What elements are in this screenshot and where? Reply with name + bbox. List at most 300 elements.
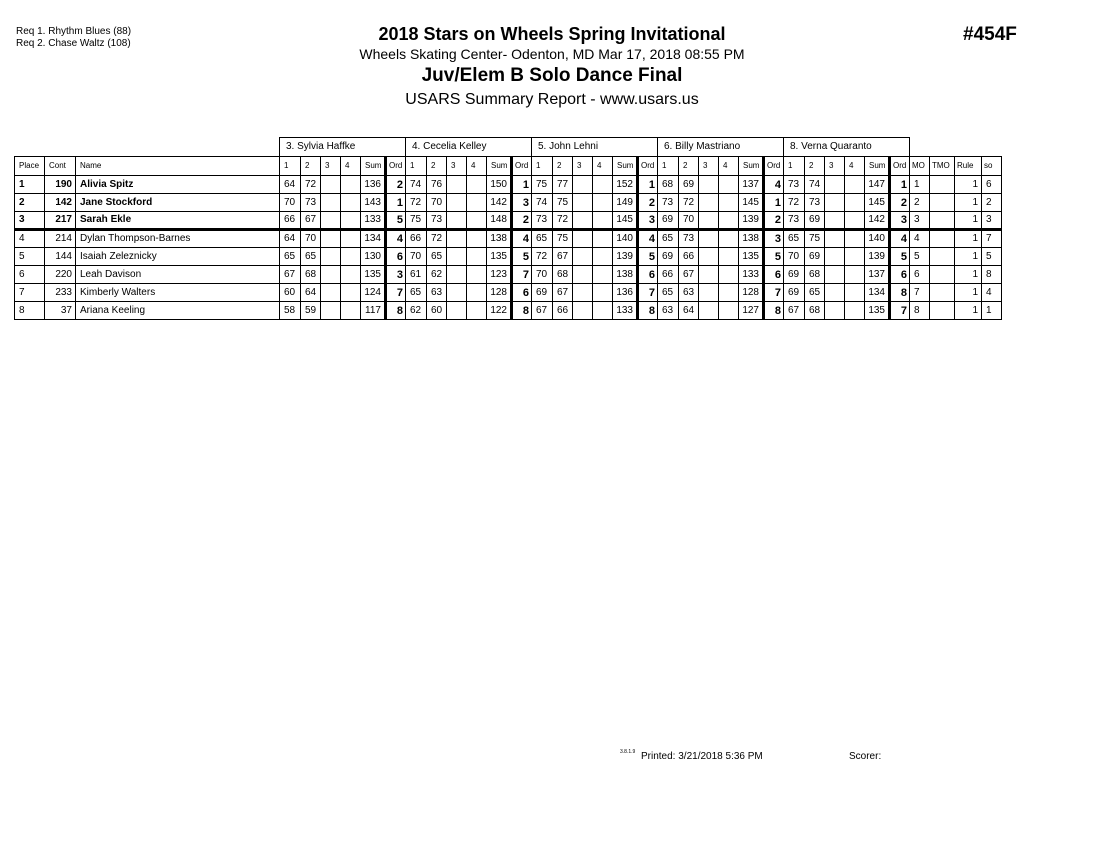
column-header-s2: 2 [301, 157, 321, 176]
score-cell-empty [447, 248, 467, 266]
score-cell: 75 [553, 194, 573, 212]
sum-cell: 142 [865, 212, 890, 230]
score-cell: 75 [805, 230, 825, 248]
score-cell: 73 [784, 176, 805, 194]
rule-cell: 1 [955, 248, 982, 266]
skater-name-cell: Jane Stockford [76, 194, 280, 212]
ordinal-cell: 8 [386, 302, 406, 320]
score-cell-empty [341, 248, 361, 266]
ordinal-cell: 4 [386, 230, 406, 248]
sum-cell: 124 [361, 284, 386, 302]
score-cell-empty [699, 266, 719, 284]
table-row [15, 302, 1002, 320]
venue-date: Wheels Skating Center- Odenton, MD Mar 17, 2018 08:55 PM [359, 46, 745, 62]
score-cell-empty [573, 302, 593, 320]
score-cell: 69 [805, 248, 825, 266]
table-row [15, 248, 1002, 266]
ordinal-cell: 4 [890, 230, 910, 248]
tmo-cell [930, 284, 955, 302]
score-cell: 68 [658, 176, 679, 194]
contestant-number-cell: 233 [45, 284, 76, 302]
score-cell-empty [825, 302, 845, 320]
score-cell: 63 [679, 284, 699, 302]
place-cell: 4 [15, 230, 45, 248]
judge-header: 8. Verna Quaranto [784, 138, 910, 157]
sum-cell: 140 [613, 230, 638, 248]
ordinal-cell: 5 [638, 248, 658, 266]
column-header-sum: Sum [739, 157, 764, 176]
mo-cell: 7 [910, 284, 930, 302]
skater-name-cell: Kimberly Walters [76, 284, 280, 302]
column-header-s2: 2 [805, 157, 825, 176]
score-cell: 65 [301, 248, 321, 266]
sum-cell: 148 [487, 212, 512, 230]
score-cell: 67 [553, 284, 573, 302]
sum-cell: 136 [361, 176, 386, 194]
scorer-label: Scorer: [849, 751, 882, 762]
ordinal-cell: 1 [512, 176, 532, 194]
sum-cell: 138 [487, 230, 512, 248]
score-cell-empty [699, 302, 719, 320]
score-cell-empty [825, 248, 845, 266]
score-cell: 69 [658, 212, 679, 230]
contestant-number-cell: 142 [45, 194, 76, 212]
score-cell-empty [719, 176, 739, 194]
score-cell: 72 [406, 194, 427, 212]
table-row [15, 266, 1002, 284]
score-cell-empty [341, 284, 361, 302]
column-header-mo: MO [910, 157, 930, 176]
score-cell-empty [719, 266, 739, 284]
score-cell-empty [573, 194, 593, 212]
score-cell: 65 [280, 248, 301, 266]
column-header-ord: Ord [638, 157, 658, 176]
skater-name-cell: Ariana Keeling [76, 302, 280, 320]
score-cell: 70 [784, 248, 805, 266]
score-cell-empty [845, 266, 865, 284]
score-cell-empty [699, 230, 719, 248]
ordinal-cell: 7 [764, 284, 784, 302]
sum-cell: 122 [487, 302, 512, 320]
score-cell-empty [321, 248, 341, 266]
sum-cell: 150 [487, 176, 512, 194]
ordinal-cell: 3 [764, 230, 784, 248]
ordinal-cell: 7 [386, 284, 406, 302]
place-cell: 5 [15, 248, 45, 266]
ordinal-cell: 2 [890, 194, 910, 212]
ordinal-cell: 4 [512, 230, 532, 248]
score-cell-empty [593, 194, 613, 212]
score-cell-empty [573, 248, 593, 266]
score-cell: 69 [658, 248, 679, 266]
score-cell: 73 [532, 212, 553, 230]
ordinal-cell: 7 [638, 284, 658, 302]
sum-cell: 147 [865, 176, 890, 194]
place-cell: 1 [15, 176, 45, 194]
ordinal-cell: 2 [386, 176, 406, 194]
score-cell: 65 [805, 284, 825, 302]
ordinal-cell: 1 [638, 176, 658, 194]
score-cell: 64 [280, 230, 301, 248]
column-header-sum: Sum [613, 157, 638, 176]
so-cell: 7 [982, 230, 1002, 248]
score-cell-empty [341, 212, 361, 230]
score-cell-empty [719, 248, 739, 266]
column-header-so: so [982, 157, 1002, 176]
score-cell-empty [825, 212, 845, 230]
judge-header: 3. Sylvia Haffke [280, 138, 406, 157]
ordinal-cell: 5 [890, 248, 910, 266]
ordinal-cell: 1 [386, 194, 406, 212]
place-cell: 7 [15, 284, 45, 302]
contestant-number-cell: 144 [45, 248, 76, 266]
so-cell: 2 [982, 194, 1002, 212]
score-cell: 68 [553, 266, 573, 284]
ordinal-cell: 3 [890, 212, 910, 230]
sum-cell: 138 [739, 230, 764, 248]
score-cell: 72 [427, 230, 447, 248]
score-cell: 67 [280, 266, 301, 284]
score-cell-empty [845, 194, 865, 212]
sum-cell: 145 [865, 194, 890, 212]
skater-name-cell: Sarah Ekle [76, 212, 280, 230]
score-cell-empty [593, 212, 613, 230]
score-cell-empty [321, 212, 341, 230]
score-cell-empty [845, 284, 865, 302]
score-cell-empty [447, 194, 467, 212]
column-header-s2: 2 [427, 157, 447, 176]
score-cell-empty [825, 266, 845, 284]
ordinal-cell: 6 [764, 266, 784, 284]
table-row [15, 194, 1002, 212]
score-cell: 65 [406, 284, 427, 302]
column-header-s2: 2 [553, 157, 573, 176]
score-cell-empty [825, 194, 845, 212]
mo-cell: 5 [910, 248, 930, 266]
score-cell: 70 [301, 230, 321, 248]
score-cell: 73 [427, 212, 447, 230]
ordinal-cell: 4 [638, 230, 658, 248]
score-cell-empty [467, 194, 487, 212]
sum-cell: 145 [739, 194, 764, 212]
ordinal-cell: 3 [638, 212, 658, 230]
mo-cell: 3 [910, 212, 930, 230]
tmo-cell [930, 176, 955, 194]
so-cell: 5 [982, 248, 1002, 266]
column-header-ord: Ord [512, 157, 532, 176]
mo-cell: 8 [910, 302, 930, 320]
score-cell-empty [573, 284, 593, 302]
table-row [15, 230, 1002, 248]
score-cell: 63 [658, 302, 679, 320]
column-header-s4: 4 [341, 157, 361, 176]
score-cell: 65 [784, 230, 805, 248]
rule-cell: 1 [955, 194, 982, 212]
sum-cell: 128 [487, 284, 512, 302]
sum-cell: 149 [613, 194, 638, 212]
score-cell-empty [321, 266, 341, 284]
score-cell-empty [341, 194, 361, 212]
score-cell-empty [699, 176, 719, 194]
sum-cell: 139 [613, 248, 638, 266]
column-header-s1: 1 [280, 157, 301, 176]
column-header-s4: 4 [719, 157, 739, 176]
score-cell-empty [845, 230, 865, 248]
score-cell-empty [447, 284, 467, 302]
score-cell: 70 [427, 194, 447, 212]
so-cell: 4 [982, 284, 1002, 302]
sum-cell: 128 [739, 284, 764, 302]
score-cell: 74 [532, 194, 553, 212]
score-cell: 74 [406, 176, 427, 194]
request-item: Req 1. Rhythm Blues (88) [16, 26, 132, 37]
score-cell: 62 [406, 302, 427, 320]
score-cell-empty [467, 212, 487, 230]
score-cell-empty [719, 302, 739, 320]
score-cell-empty [321, 302, 341, 320]
contestant-number-cell: 214 [45, 230, 76, 248]
ordinal-cell: 5 [764, 248, 784, 266]
score-cell: 76 [427, 176, 447, 194]
ordinal-cell: 5 [512, 248, 532, 266]
column-header-tmo: TMO [930, 157, 955, 176]
score-cell-empty [719, 230, 739, 248]
rule-cell: 1 [955, 266, 982, 284]
score-cell: 64 [280, 176, 301, 194]
score-cell-empty [447, 302, 467, 320]
score-cell-empty [699, 212, 719, 230]
score-cell: 73 [679, 230, 699, 248]
score-cell-empty [825, 176, 845, 194]
score-cell-empty [699, 248, 719, 266]
mo-cell: 4 [910, 230, 930, 248]
judge-header: 5. John Lehni [532, 138, 658, 157]
score-cell-empty [341, 302, 361, 320]
score-cell-empty [467, 176, 487, 194]
sum-cell: 133 [361, 212, 386, 230]
column-header-s1: 1 [532, 157, 553, 176]
score-cell: 72 [301, 176, 321, 194]
score-cell: 70 [532, 266, 553, 284]
sum-cell: 127 [739, 302, 764, 320]
mo-cell: 2 [910, 194, 930, 212]
rule-cell: 1 [955, 212, 982, 230]
column-header-s4: 4 [845, 157, 865, 176]
column-header-sum: Sum [865, 157, 890, 176]
column-header-sum: Sum [487, 157, 512, 176]
score-cell: 72 [784, 194, 805, 212]
score-cell: 74 [805, 176, 825, 194]
score-cell-empty [719, 194, 739, 212]
score-cell: 73 [301, 194, 321, 212]
score-cell: 67 [301, 212, 321, 230]
skater-name-cell: Leah Davison [76, 266, 280, 284]
report-title: USARS Summary Report - www.usars.us [405, 91, 699, 108]
score-cell-empty [593, 248, 613, 266]
score-cell: 67 [532, 302, 553, 320]
score-cell: 73 [784, 212, 805, 230]
score-cell-empty [447, 176, 467, 194]
score-cell-empty [573, 230, 593, 248]
rule-cell: 1 [955, 176, 982, 194]
column-header-ord: Ord [890, 157, 910, 176]
score-cell-empty [447, 230, 467, 248]
score-cell-empty [699, 194, 719, 212]
sum-cell: 134 [865, 284, 890, 302]
score-cell: 69 [679, 176, 699, 194]
sum-cell: 130 [361, 248, 386, 266]
score-cell: 66 [679, 248, 699, 266]
score-cell: 75 [553, 230, 573, 248]
column-header-rule: Rule [955, 157, 982, 176]
tmo-cell [930, 248, 955, 266]
score-cell: 64 [301, 284, 321, 302]
score-cell-empty [845, 212, 865, 230]
score-cell: 72 [679, 194, 699, 212]
sum-cell: 123 [487, 266, 512, 284]
score-cell: 65 [427, 248, 447, 266]
score-cell: 64 [679, 302, 699, 320]
ordinal-cell: 8 [512, 302, 532, 320]
so-cell: 3 [982, 212, 1002, 230]
score-cell-empty [467, 266, 487, 284]
score-cell-empty [573, 176, 593, 194]
tmo-cell [930, 212, 955, 230]
request-item: Req 2. Chase Waltz (108) [16, 38, 131, 49]
mo-cell: 6 [910, 266, 930, 284]
column-header-s3: 3 [699, 157, 719, 176]
sum-cell: 138 [613, 266, 638, 284]
score-cell-empty [573, 212, 593, 230]
ordinal-cell: 3 [512, 194, 532, 212]
score-cell: 67 [784, 302, 805, 320]
score-cell-empty [341, 266, 361, 284]
contestant-number-cell: 220 [45, 266, 76, 284]
score-cell: 65 [532, 230, 553, 248]
score-cell-empty [699, 284, 719, 302]
score-cell: 65 [658, 230, 679, 248]
score-cell-empty [825, 284, 845, 302]
score-cell-empty [321, 176, 341, 194]
score-cell: 66 [280, 212, 301, 230]
score-cell: 75 [406, 212, 427, 230]
sum-cell: 140 [865, 230, 890, 248]
sum-cell: 117 [361, 302, 386, 320]
score-cell: 70 [280, 194, 301, 212]
score-cell: 65 [658, 284, 679, 302]
column-header-s2: 2 [679, 157, 699, 176]
column-header-ord: Ord [764, 157, 784, 176]
sum-cell: 152 [613, 176, 638, 194]
ordinal-cell: 7 [512, 266, 532, 284]
score-cell: 67 [679, 266, 699, 284]
table-row [15, 284, 1002, 302]
score-cell-empty [447, 212, 467, 230]
column-header-s3: 3 [321, 157, 341, 176]
skater-name-cell: Alivia Spitz [76, 176, 280, 194]
score-cell: 63 [427, 284, 447, 302]
column-header-s1: 1 [406, 157, 427, 176]
printed-timestamp: Printed: 3/21/2018 5:36 PM [641, 751, 763, 762]
score-cell-empty [321, 194, 341, 212]
column-header-s4: 4 [467, 157, 487, 176]
sum-cell: 143 [361, 194, 386, 212]
sum-cell: 135 [361, 266, 386, 284]
sum-cell: 133 [739, 266, 764, 284]
skater-name-cell: Dylan Thompson-Barnes [76, 230, 280, 248]
sum-cell: 137 [739, 176, 764, 194]
score-cell: 60 [427, 302, 447, 320]
judge-header: 4. Cecelia Kelley [406, 138, 532, 157]
place-cell: 6 [15, 266, 45, 284]
sum-cell: 135 [739, 248, 764, 266]
so-cell: 6 [982, 176, 1002, 194]
sum-cell: 135 [865, 302, 890, 320]
judge-header: 6. Billy Mastriano [658, 138, 784, 157]
score-cell-empty [447, 266, 467, 284]
so-cell: 8 [982, 266, 1002, 284]
column-header-cont: Cont [45, 157, 76, 176]
ordinal-cell: 7 [890, 302, 910, 320]
score-cell: 61 [406, 266, 427, 284]
score-cell: 69 [532, 284, 553, 302]
ordinal-cell: 2 [638, 194, 658, 212]
place-cell: 3 [15, 212, 45, 230]
sum-cell: 139 [865, 248, 890, 266]
score-cell: 73 [805, 194, 825, 212]
score-cell-empty [593, 176, 613, 194]
ordinal-cell: 8 [638, 302, 658, 320]
contestant-number-cell: 217 [45, 212, 76, 230]
score-cell-empty [593, 266, 613, 284]
column-header-s3: 3 [573, 157, 593, 176]
column-header-s1: 1 [784, 157, 805, 176]
score-cell-empty [593, 230, 613, 248]
table-row [15, 212, 1002, 230]
score-cell: 69 [784, 266, 805, 284]
tmo-cell [930, 230, 955, 248]
score-cell-empty [719, 284, 739, 302]
ordinal-cell: 5 [386, 212, 406, 230]
ordinal-cell: 3 [386, 266, 406, 284]
column-header-s3: 3 [825, 157, 845, 176]
score-cell-empty [467, 248, 487, 266]
score-cell-empty [845, 248, 865, 266]
sum-cell: 135 [487, 248, 512, 266]
score-cell-empty [341, 176, 361, 194]
score-cell-empty [593, 302, 613, 320]
score-cell-empty [845, 176, 865, 194]
so-cell: 1 [982, 302, 1002, 320]
ordinal-cell: 6 [512, 284, 532, 302]
score-cell: 58 [280, 302, 301, 320]
ordinal-cell: 8 [764, 302, 784, 320]
ordinal-cell: 2 [512, 212, 532, 230]
ordinal-cell: 8 [890, 284, 910, 302]
results-table [14, 137, 1002, 320]
sum-cell: 136 [613, 284, 638, 302]
score-cell: 68 [301, 266, 321, 284]
sum-cell: 137 [865, 266, 890, 284]
score-cell-empty [341, 230, 361, 248]
column-header-sum: Sum [361, 157, 386, 176]
skater-name-cell: Isaiah Zeleznicky [76, 248, 280, 266]
ordinal-cell: 1 [890, 176, 910, 194]
score-cell: 62 [427, 266, 447, 284]
competition-title: 2018 Stars on Wheels Spring Invitational [378, 24, 726, 44]
score-cell: 72 [553, 212, 573, 230]
score-cell: 66 [553, 302, 573, 320]
